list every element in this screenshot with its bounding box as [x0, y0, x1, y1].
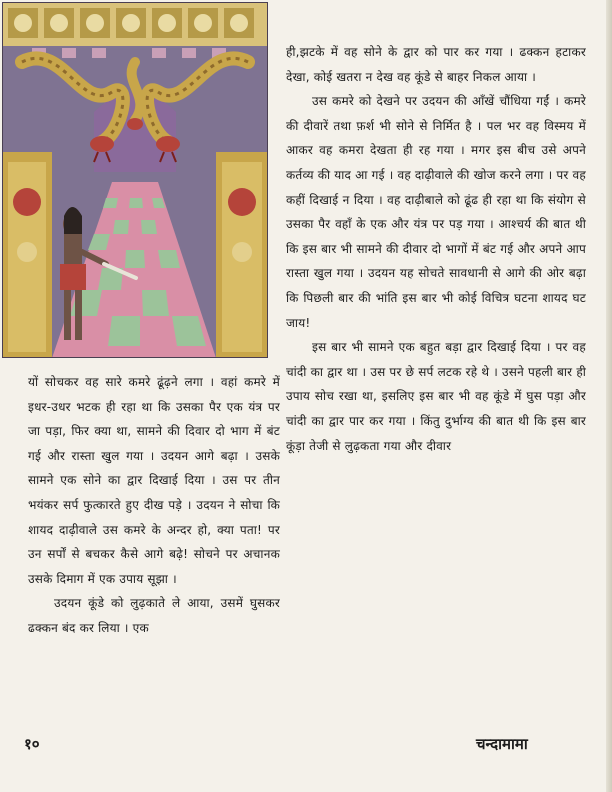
page-edge: [606, 0, 612, 792]
illustration-art: [2, 2, 268, 358]
magazine-name: चन्दामामा: [476, 735, 528, 753]
left-paragraph-1: यों सोचकर वह सारे कमरे ढूंढ़ने लगा । वहां कमरे में इधर-उधर भटक ही रहा था कि उसका पैर एक यंत्र पर जा पड़ा, फिर क्या था, सामने की दिवार दो भाग में बंट गई और रास्ता खुल गया । उदयन आगे बढ़ा । उसके सामने एक सोने का द्वार दिखाई दिया । उस पर तीन भयंकर सर्प फुत्कारते हुए दीख पड़े । उदयन ने सोचा कि शायद दाढ़ीवाले उस कमरे के अन्दर हो, क्या पता! पर उन सर्पों से बचकर कैसे आगे बढ़े! सोचने पर अचानक उसके दिमाग में एक उपाय सूझा ।: [28, 375, 280, 586]
right-paragraph-3: इस बार भी सामने एक बहुत बड़ा द्वार दिखाई दिया । पर वह चांदी का द्वार था । उस पर छे सर्प लटक रहे थे । उसने पहली बार ही उपाय सोच रखा था, इसलिए इस बार भी वह कूंडे में घुस पड़ा और चांदी का द्वार पार कर गया । किंतु दुर्भाग्य की बात थी कि इस बार कूंड़ा तेजी से लुढ़कता गया और दीवार: [286, 340, 586, 453]
illustration: [2, 2, 268, 358]
page-number: १०: [24, 735, 40, 753]
right-column: [286, 40, 586, 458]
right-paragraph-1: ही,झटके में वह सोने के द्वार को पार कर गया । ढक्कन हटाकर देखा, कोई खतरा न देख वह कूंडे से बाहर निकल आया ।: [286, 45, 586, 84]
left-paragraph-2: उदयन कूंडे को लुढ़काते ले आया, उसमें घुसकर ढक्कन बंद कर लिया । एक: [28, 596, 280, 635]
left-column: [28, 370, 280, 641]
right-paragraph-2: उस कमरे को देखने पर उदयन की आँखें चौंधिया गईं । कमरे की दीवारें तथा फ़र्श भी सोने से निर्मित है । पल भर वह विस्मय में आकर वह कमरा देखता ही रह गया । मगर इस बीच उसे अपने कर्तव्य की याद आ गई । वह दाढ़ीवाले की खोज करने लगा । पर वह कहीं दिखाई न दिया । वह दाढ़ीबाले को ढूंढ ही रहा था कि संयोग से उसका पैर वहाँ के एक और यंत्र पर पड़ गया । आश्चर्य की बात थी कि इस बार भी सामने की दीवार दो भागों में बंट गई और अपने आप रास्ता खुल गया । उदयन यह सोचते सावधानी से आगे की ओर बढ़ा कि पिछली बार की भांति इस बार भी कोई विचित्र घटना शायद घट जाय!: [286, 94, 586, 330]
